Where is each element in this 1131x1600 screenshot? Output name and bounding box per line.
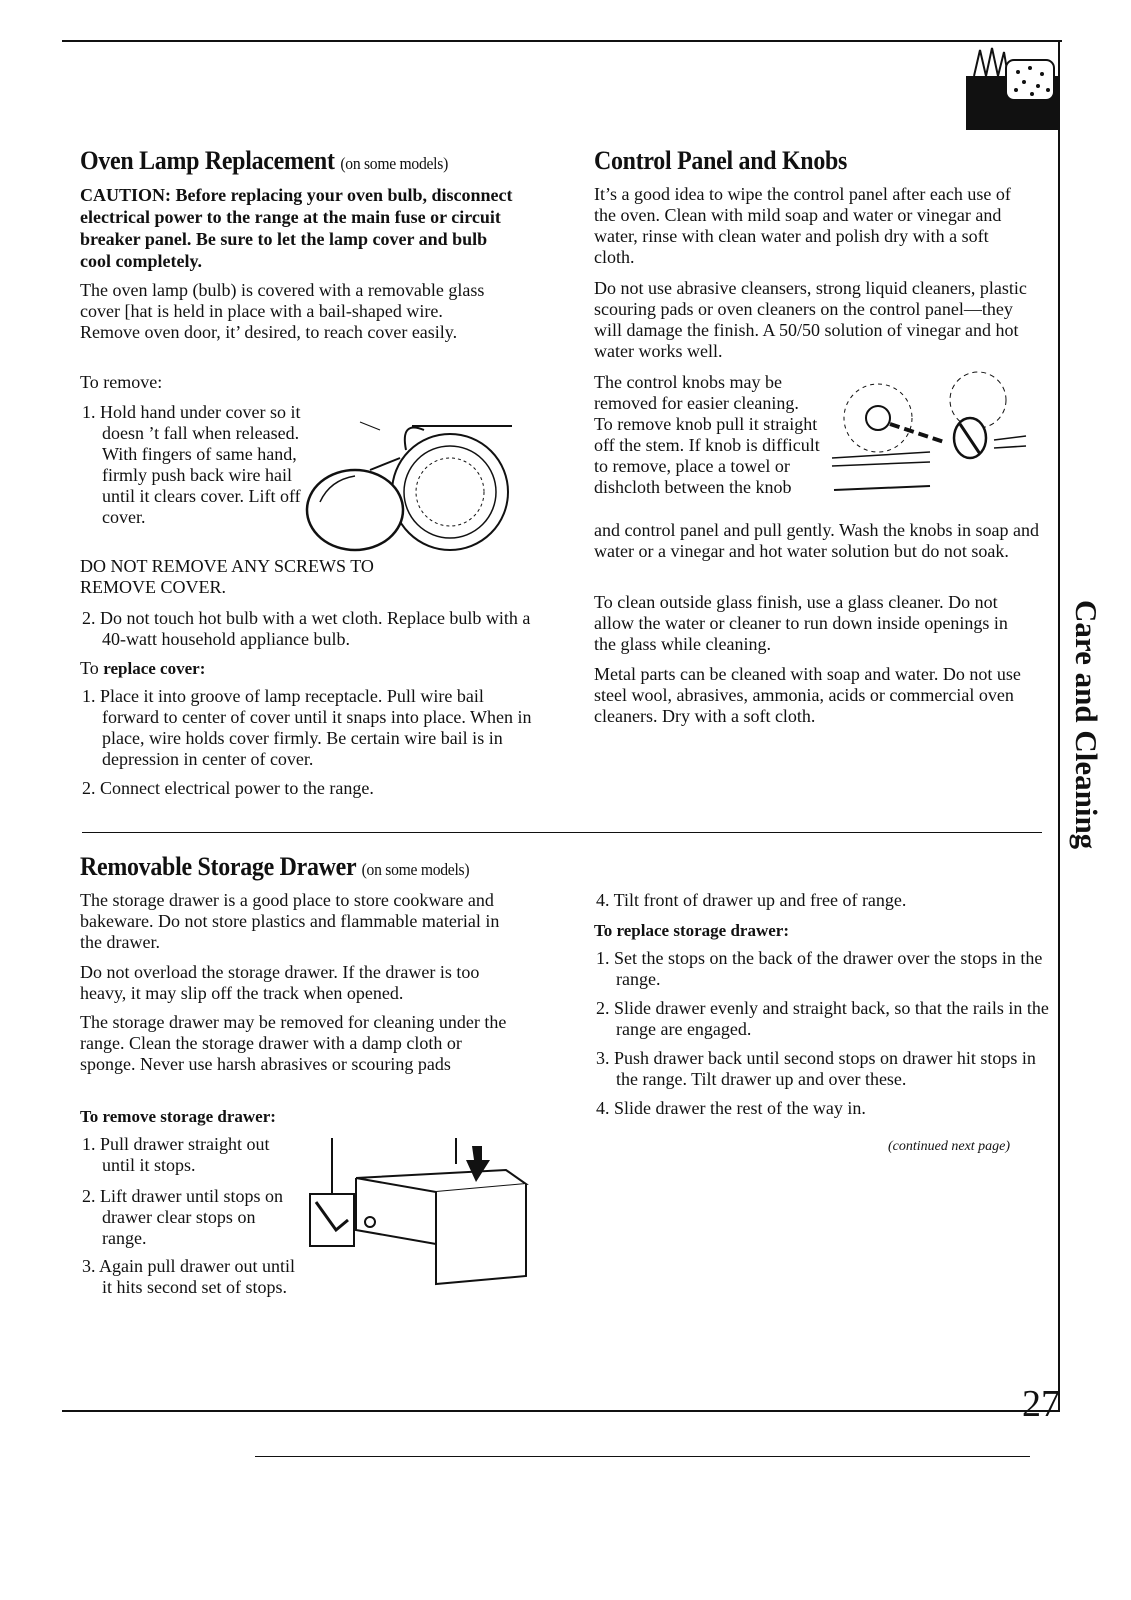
storage-drawer-remove-step-2: 2. Lift drawer until stops on drawer clear stops on range. [82, 1186, 283, 1248]
storage-drawer-title-text: Removable Storage Drawer [80, 852, 356, 881]
storage-drawer-replace-step-2: 2. Slide drawer evenly and straight back, so that the rails in the range are engaged. [596, 998, 1049, 1039]
mid-rule [82, 832, 1042, 833]
oven-lamp-warning: DO NOT REMOVE ANY SCREWS TO REMOVE COVER. [80, 556, 374, 597]
oven-lamp-to-replace-label: replace cover: [103, 659, 206, 678]
storage-drawer-remove-heading: To remove storage drawer: [80, 1107, 276, 1126]
storage-drawer-replace-step-3: 3. Push drawer back until second stops on drawer hit stops in the range. Tilt drawer up and over these. [596, 1048, 1036, 1089]
knob-removal-illustration [826, 366, 1034, 496]
oven-lamp-to-replace-prefix: To [80, 658, 99, 678]
top-rule [62, 40, 1062, 42]
oven-lamp-title [80, 146, 448, 176]
storage-drawer-replace-step-1: 1. Set the stops on the back of the drawer over the stops in the range. [596, 948, 1043, 989]
footer-rule [255, 1456, 1030, 1457]
control-panel-p3b: and control panel and pull gently. Wash the knobs in soap and water or a vinegar and hot water solution but do not soak. [594, 520, 1039, 561]
oven-lamp-remove-step-2: 2. Do not touch hot bulb with a wet cloth. Replace bulb with a 40-watt household appliance bulb. [82, 608, 531, 649]
control-panel-p5: Metal parts can be cleaned with soap and water. Do not use steel wool, abrasives, ammonia, acids or commercial oven cleaners. Dry with a soft cloth. [594, 664, 1021, 726]
oven-lamp-intro: The oven lamp (bulb) is covered with a removable glass cover [hat is held in place with a bail-shaped wire. Remove oven door, it’ desired, to reach cover easily. [80, 280, 485, 342]
storage-drawer-illustration [296, 1134, 536, 1294]
control-panel-p2: Do not use abrasive cleansers, strong liquid cleaners, plastic scouring pads or oven cleaners on the control panel—they will damage the finish. A 50/50 solution of vinegar and hot water works well. [594, 278, 1027, 361]
control-panel-p1: It’s a good idea to wipe the control panel after each use of the oven. Clean with mild soap and water or vinegar and water, rinse with clean water and polish dry with a soft cloth. [594, 184, 1011, 267]
page-number: 27 [1022, 1383, 1060, 1425]
oven-lamp-title-text: Oven Lamp Replacement [80, 146, 335, 175]
storage-drawer-p3: The storage drawer may be removed for cleaning under the range. Clean the storage drawer with a damp cloth or sponge. Never use harsh abrasives or scouring pads [80, 1012, 507, 1074]
bottom-rule [62, 1410, 1058, 1412]
continued-next-page: (continued next page) [888, 1139, 1011, 1154]
storage-drawer-replace-heading: To replace storage drawer: [594, 921, 789, 940]
storage-drawer-p1: The storage drawer is a good place to store cookware and bakeware. Do not store plastics and flammable material in the drawer. [80, 890, 500, 952]
storage-drawer-remove-step-1: 1. Pull drawer straight out until it stops. [82, 1134, 270, 1175]
hand-sponge-illustration [966, 46, 1058, 130]
oven-lamp-to-remove: To remove: [80, 372, 163, 392]
section-sidebar-title: Care and Cleaning [1069, 600, 1104, 850]
storage-drawer-title-note: (on some models) [361, 860, 470, 879]
lamp-cover-illustration [300, 410, 520, 560]
oven-lamp-to-replace [80, 658, 205, 679]
oven-lamp-remove-step-1: 1. Hold hand under cover so it doesn ’t fall when released. With fingers of same hand, firmly push back wire hail until it clears cover. Lift off cover. [82, 402, 301, 527]
control-panel-p3a: The control knobs may be removed for easier cleaning. To remove knob pull it straight off the stem. If knob is difficult to remove, place a towel or dishcloth between the knob [594, 372, 820, 497]
storage-drawer-replace-step-4: 4. Slide drawer the rest of the way in. [596, 1098, 866, 1118]
control-panel-title: Control Panel and Knobs [594, 146, 848, 175]
storage-drawer-remove-step-3: 3. Again pull drawer out until it hits second set of stops. [82, 1256, 295, 1297]
oven-lamp-replace-step-1: 1. Place it into groove of lamp receptacle. Pull wire bail forward to center of cover until it snaps into place. When in place, wire holds cover firmly. Be certain wire bail is in depression in center of cover. [82, 686, 532, 769]
storage-drawer-p2: Do not overload the storage drawer. If the drawer is too heavy, it may slip off the track when opened. [80, 962, 480, 1003]
right-rule [1058, 40, 1060, 1412]
oven-lamp-caution: CAUTION: Before replacing your oven bulb, disconnect electrical power to the range at the main fuse or circuit breaker panel. Be sure to let the lamp cover and bulb cool completely. [80, 185, 513, 271]
control-panel-p4: To clean outside glass finish, use a glass cleaner. Do not allow the water or cleaner to run down inside openings in the glass while cleaning. [594, 592, 1008, 654]
oven-lamp-title-note: (on some models) [340, 154, 448, 173]
storage-drawer-title [80, 852, 469, 882]
oven-lamp-replace-step-2: 2. Connect electrical power to the range. [82, 778, 374, 798]
storage-drawer-remove-step-4: 4. Tilt front of drawer up and free of range. [596, 890, 907, 910]
